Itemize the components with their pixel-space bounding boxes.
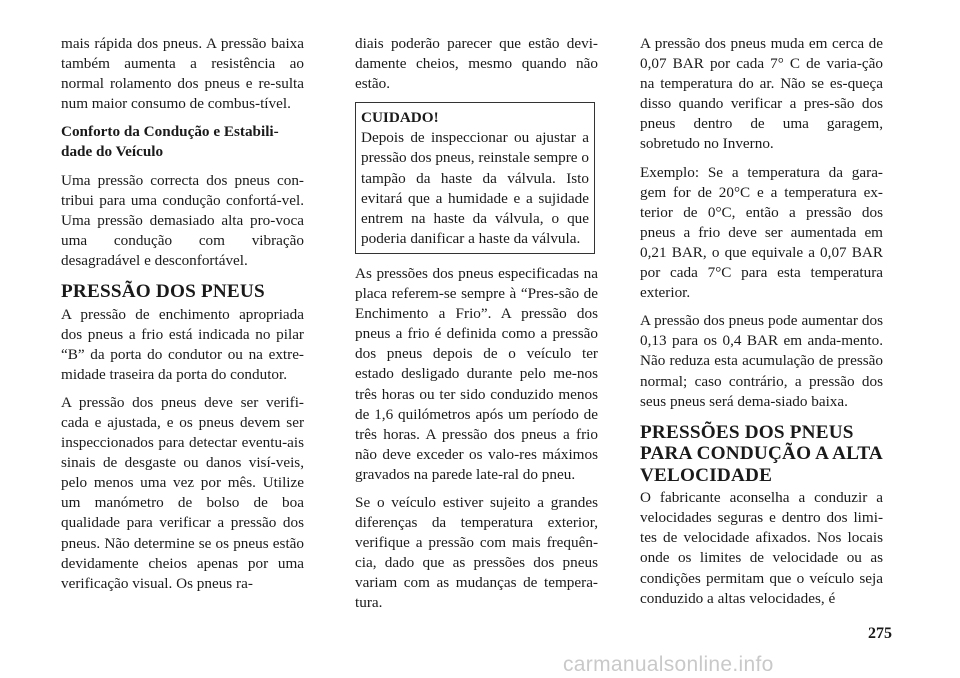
- paragraph: mais rápida dos pneus. A pressão baixa também aumenta a resistência ao normal rolamento dos pneus e re-sulta num maior consumo de combus-tível.: [61, 35, 304, 113]
- paragraph: O fabricante aconselha a conduzir a velocidades seguras e dentro dos limi-tes de velocidade afixados. Nos locais onde os limites de velocidade ou as condições permitam que o veículo seja conduzido a altas velocidades, é: [640, 489, 883, 607]
- paragraph: Exemplo: Se a temperatura da gara-gem for de 20°C e a temperatura ex-terior de 0°C, então a pressão dos pneus a frio deve ser aumentada em 0,21 BAR, o que equivale a 0,07 BAR por cada 7°C para esta temperatura exterior.: [640, 163, 883, 302]
- paragraph: As pressões dos pneus especificadas na placa referem-se sempre à “Pres-são de Enchimento a Frio”. A pressão dos pneus a frio é definida como a pressão dos pneus depois de o veículo ter estado desligado durante pelo me-nos três horas ou ter sido conduzido menos de 1,6 quilómetros após um período de três horas. A pressão dos pneus a frio não deve exceder os valo-res máximos gravados na parede late-ral do pneu.: [355, 264, 598, 483]
- caution-box: [355, 102, 595, 254]
- paragraph: diais poderão parecer que estão devi-damente cheios, mesmo quando não estão.: [355, 35, 598, 93]
- section-heading-tire-pressure: PRESSÃO DOS PNEUS: [61, 281, 265, 303]
- watermark: carmanualsonline.info: [563, 653, 774, 676]
- paragraph: A pressão de enchimento apropriada dos pneus a frio está indicada no pilar “B” da porta do condutor ou na extre-midade traseira da porta do condutor.: [61, 305, 304, 383]
- caution-text: Depois de inspeccionar ou ajustar a pressão dos pneus, reinstale sempre o tampão da haste da válvula. Isto evitará que a humidade e a sujidade entrem na haste da válvula, o que poderia danificar a haste da válvula.: [361, 129, 589, 247]
- section-heading-high-speed: PRESSÕES DOS PNEUS PARA CONDUÇÃO A ALTA VELOCIDADE: [640, 421, 882, 486]
- subheading-comfort-stability: Conforto da Condução e Estabili-dade do Veículo: [61, 123, 279, 161]
- column-middle: [355, 34, 598, 622]
- paragraph: A pressão dos pneus deve ser verifi-cada e ajustada, e os pneus devem ser inspeccionados para detectar eventu-ais sinais de desgaste ou danos visí-veis, pelo menos uma vez por mês. Utilize um manómetro de bolso de boa qualidade para verificar a pressão dos pneus. Não determine se os pneus estão devidamente cheios apenas por uma verificação visual. Os pneus ra-: [61, 393, 304, 592]
- paragraph: Se o veículo estiver sujeito a grandes diferenças da temperatura exterior, verifique a pressão com mais frequên-cia, dado que as pressões dos pneus variam com as mudanças de tempera-tura.: [355, 493, 598, 612]
- column-right: [640, 34, 883, 617]
- paragraph: Uma pressão correcta dos pneus con-tribui para uma condução confortá-vel. Uma pressão demasiado alta pro-voca uma condução com vibração desagradável e desconfortável.: [61, 171, 304, 269]
- caution-title: CUIDADO!: [361, 109, 439, 127]
- page-number: 275: [868, 625, 892, 642]
- column-left: [61, 34, 304, 602]
- paragraph: A pressão dos pneus muda em cerca de 0,07 BAR por cada 7° C de varia-ção na temperatura do ar. Não se es-queça disso quando verificar a pres-são dos pneus dentro de uma garagem, sobretudo no Inverno.: [640, 35, 883, 153]
- paragraph: A pressão dos pneus pode aumentar dos 0,13 para os 0,4 BAR em anda-mento. Não reduza esta acumulação de pressão normal; caso contrário, a pressão dos seus pneus será dema-siado baixa.: [640, 312, 883, 410]
